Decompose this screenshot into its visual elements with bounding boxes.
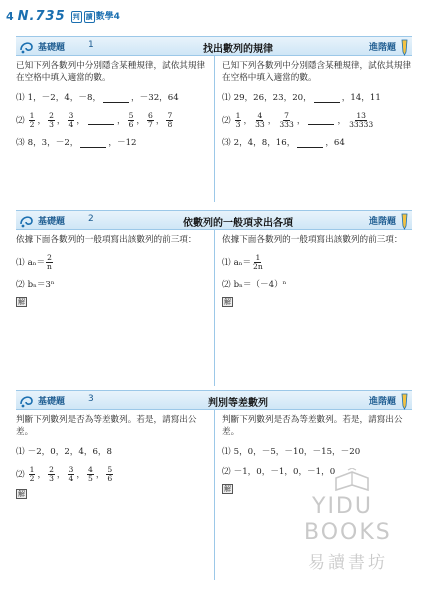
page-header (6, 8, 120, 24)
section-bar (16, 210, 412, 230)
watermark (300, 468, 400, 588)
answer-blank[interactable] (308, 116, 334, 125)
instruction: 依據下面各數列的一般項寫出該數列的前三項： (16, 235, 197, 245)
question-1: ⑴ －2，0，2，4，6，8 (16, 447, 112, 457)
section-title: 依數列的一般項求出各項 (183, 218, 293, 229)
question-3: ⑶ 2，4，8，16， ，64 (222, 138, 345, 148)
advanced-label: 進階題 (368, 217, 396, 227)
left-column (16, 234, 208, 308)
question-1: ⑴ aₙ＝ $\frac{1}{2n}$ (222, 253, 263, 271)
section-1 (16, 36, 412, 206)
watermark-line3: 易讀書坊 (308, 553, 388, 573)
fraction: $\frac{1}{2}$ (29, 465, 35, 483)
answer-blank[interactable] (88, 116, 114, 125)
section-title: 判別等差數列 (208, 398, 268, 409)
question-1: ⑴ 5，0，－5，－10，－15，－20 (222, 447, 361, 457)
question-2: ⑵ bₙ＝（－4）ⁿ (222, 280, 287, 290)
section-bar (16, 36, 412, 56)
fraction: $\frac{2}{3}$ (49, 111, 54, 129)
solution-label: 解 (224, 298, 231, 306)
question-2: ⑵ bₙ＝3ⁿ (16, 280, 55, 290)
fraction: $\frac{6}{7}$ (148, 111, 153, 129)
question-1: ⑴ 29，26，23，20， ，14，11 (222, 93, 381, 103)
tag-du: 讀 (85, 13, 93, 21)
pencil-icon (398, 38, 410, 56)
solution-label: 解 (224, 485, 231, 493)
fraction: $\frac{3}{4}$ (68, 111, 74, 129)
fraction: $\frac{2}{n}$ (47, 253, 52, 271)
fraction: $\frac{7}{8}$ (167, 111, 173, 129)
column-divider (214, 56, 215, 202)
column-divider (214, 230, 215, 386)
fraction: $\frac{3}{4}$ (68, 465, 74, 483)
left-column (16, 414, 208, 500)
section-title: 找出數列的規律 (203, 44, 273, 55)
subject-name: 數學4 (95, 12, 120, 22)
section-number: 2 (88, 214, 94, 224)
instruction: 依據下面各數列的一般項寫出該數列的前三項： (222, 235, 403, 245)
tag-pan: 判 (72, 13, 80, 21)
question-2: ⑵ －1，0，－1，0，－1，0 (222, 467, 336, 477)
answer-blank[interactable] (103, 94, 129, 103)
basic-label: 基礎題 (38, 397, 66, 407)
right-column (222, 234, 414, 308)
fraction: $\frac{5}{6}$ (128, 111, 134, 129)
right-column (222, 60, 414, 149)
solution-label: 解 (18, 490, 25, 498)
page-number: 4 (6, 9, 14, 23)
left-column (16, 60, 208, 149)
instruction: 判斷下列數列是否為等差數列。若是，請寫出公差。 (222, 415, 403, 437)
subject-label (70, 9, 120, 23)
fraction: $\frac{1}{2}$ (29, 111, 35, 129)
fraction: $\frac{1}{3}$ (235, 111, 241, 129)
fraction: $\frac{7}{333}$ (279, 111, 294, 129)
section-number: 3 (88, 394, 94, 404)
answer-blank[interactable] (314, 94, 340, 103)
fraction: $\frac{2}{3}$ (49, 465, 54, 483)
book-logo-icon (332, 468, 372, 494)
column-divider (214, 410, 215, 580)
fraction: $\frac{5}{6}$ (107, 465, 113, 483)
pencil-icon (398, 392, 410, 410)
advanced-label: 進階題 (368, 397, 396, 407)
question-1: ⑴ 1，－2，4，－8， ，－32，64 (16, 93, 179, 103)
question-3: ⑶ 8，3，－2， ，－12 (16, 138, 137, 148)
instruction: 已知下列各數列中分別隱含某種規律，試依其規律在空格中填入適當的數。 (16, 61, 206, 83)
instruction: 已知下列各數列中分別隱含某種規律，試依其規律在空格中填入適當的數。 (222, 61, 412, 83)
question-2: ⑵ $\frac{1}{2}$ ， $\frac{2}{3}$ ， $\frac{3}{4}$ ， $\frac{4}{5}$ ， $\frac{5}{6}$ (16, 465, 113, 483)
fraction: $\frac{13}{33333}$ (349, 111, 374, 129)
brand-title: N.735 (17, 8, 66, 24)
question-1: ⑴ aₙ＝ $\frac{2}{n}$ (16, 253, 52, 271)
fraction: $\frac{1}{2n}$ (253, 253, 263, 271)
watermark-line1: YIDU (312, 494, 373, 519)
section-bar (16, 390, 412, 410)
section-number: 1 (88, 40, 94, 50)
fraction: $\frac{4}{33}$ (255, 111, 265, 129)
pencil-icon (398, 212, 410, 230)
question-2: ⑵ $\frac{1}{2}$ ， $\frac{2}{3}$ ， $\frac{3}{4}$ ， ， $\frac{5}{6}$ ， $\frac{6}{7}$ ， $\frac{7}{8}$ (16, 111, 173, 129)
advanced-label: 進階題 (368, 43, 396, 53)
instruction: 判斷下列數列是否為等差數列。若是，請寫出公差。 (16, 415, 197, 437)
basic-label: 基礎題 (38, 43, 66, 53)
answer-blank[interactable] (297, 139, 323, 148)
basic-label: 基礎題 (38, 217, 66, 227)
answer-blank[interactable] (80, 139, 106, 148)
fraction: $\frac{4}{5}$ (87, 465, 93, 483)
solution-label: 解 (18, 298, 25, 306)
section-2 (16, 210, 412, 386)
watermark-line2: BOOKS (304, 520, 392, 545)
question-2: ⑵ $\frac{1}{3}$ ， $\frac{4}{33}$ ， $\frac{7}{333}$ ， ， $\frac{13}{33333}$ (222, 111, 374, 129)
